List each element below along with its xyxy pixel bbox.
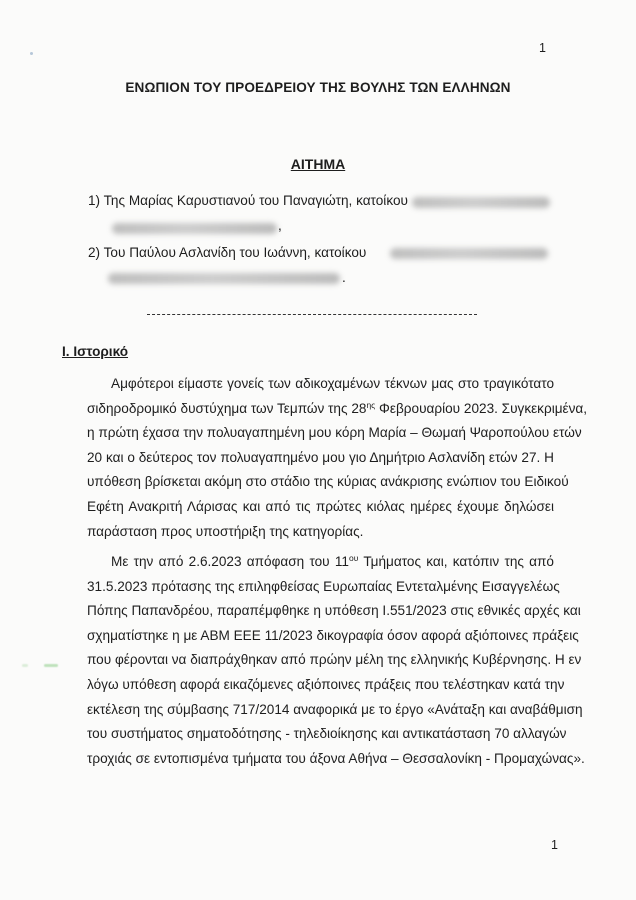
redacted-address-2a xyxy=(390,248,548,259)
party-1: 1) Της Μαρίας Καρυστιανού του Παναγιώτη, κατοίκου xyxy=(88,193,408,208)
paragraph-2-line: σχηματίστηκε η με ΑΒΜ ΕΕΕ 11/2023 δικογραφία όσον αφορά αξιόποινες πράξεις xyxy=(87,627,579,643)
page-number-top: 1 xyxy=(539,41,546,55)
paragraph-2-line: εκτέλεση της σύμβασης 717/2014 αναφορικά με το έργο «Ανάταξη και αναβάθμιση xyxy=(87,701,583,717)
redacted-address-2b xyxy=(108,273,340,284)
party-2: 2) Του Παύλου Ασλανίδη του Ιωάννη, κατοίκου xyxy=(88,245,367,260)
scan-speck xyxy=(44,664,58,667)
paragraph-1-line: Εφέτη Ανακριτή Λάρισας και από τις πρώτες κιόλας ημέρες έχουμε δηλώσει xyxy=(87,498,554,514)
paragraph-1-line: 20 και ο δεύτερος τον πολυαγαπημένο μου γιο Δημήτριο Ασλανίδη ετών 27. Η xyxy=(87,449,554,465)
page-number-bottom: 1 xyxy=(551,838,558,852)
party-2-end: . xyxy=(342,270,346,285)
paragraph-2-line: του συστήματος σηματοδότησης - τηλεδιοίκησης και αντικατάσταση 70 αλλαγών xyxy=(87,726,567,742)
paragraph-1-line: υπόθεση βρίσκεται ακόμη στο στάδιο της κύριας ανάκρισης ενώπιον του Ειδικού xyxy=(87,474,569,490)
paragraph-1-line: Αμφότεροι είμαστε γονείς των αδικοχαμένων τέκνων μας στο τραγικότατο xyxy=(111,376,554,391)
paragraph-1 xyxy=(87,372,588,544)
party-1-end: , xyxy=(278,218,282,233)
scan-speck xyxy=(30,52,33,55)
paragraph-2-line: Με την από 2.6.2023 απόφαση του $11^{o\upsilon}$ Τμήματος και, κατόπιν της από xyxy=(111,553,554,569)
paragraph-2-line: λόγω υπόθεση αφορά εικαζόμενες αξιόποινες πράξεις που τελέστηκαν κατά την xyxy=(87,676,565,692)
request-title: ΑΙΤΗΜΑ xyxy=(290,156,346,172)
divider-line xyxy=(147,314,477,315)
paragraph-2 xyxy=(87,550,585,771)
paragraph-2-line: τροχιάς σε εντοπισμένα τμήματα του άξονα Αθήνα – Θεσσαλονίκη - Προμαχώνας». xyxy=(87,750,585,766)
paragraph-2-line: που φέρονται να διαπράχθηκαν από πρώην μέλη της ελληνικής Κυβέρνησης. Η εν xyxy=(87,652,582,668)
redacted-address-1a xyxy=(412,197,550,208)
redacted-address-1b xyxy=(112,223,277,234)
paragraph-1-line: σιδηροδρομικό δυστύχημα των Τεμπών της $28^{\eta\varsigma}$ Φεβρουαρίου 2023. Συγκεκριμένα, xyxy=(87,399,588,416)
paragraph-1-line: παράσταση προς υποστήριξη της κατηγορίας. xyxy=(87,523,364,539)
section-title: Ι. Ιστορικό xyxy=(62,344,129,359)
scan-speck xyxy=(22,664,28,667)
paragraph-2-line: 31.5.2023 πρότασης της επιληφθείσας Ευρωπαίας Εντεταλμένης Εισαγγελέως xyxy=(87,578,560,594)
paragraph-2-line: Πόπης Παπανδρέου, παραπέμφθηκε η υπόθεση Ι.551/2023 στις εθνικές αρχές και xyxy=(87,603,581,619)
paragraph-1-line: η πρώτη έχασα την πολυαγαπημένη μου κόρη Μαρία – Θωμαή Ψαροπούλου ετών xyxy=(87,425,582,441)
document-title: ΕΝΩΠΙΟΝ ΤΟΥ ΠΡΟΕΔΡΕΙΟΥ ΤΗΣ ΒΟΥΛΗΣ ΤΩΝ ΕΛΛΗΝΩΝ xyxy=(125,80,511,95)
